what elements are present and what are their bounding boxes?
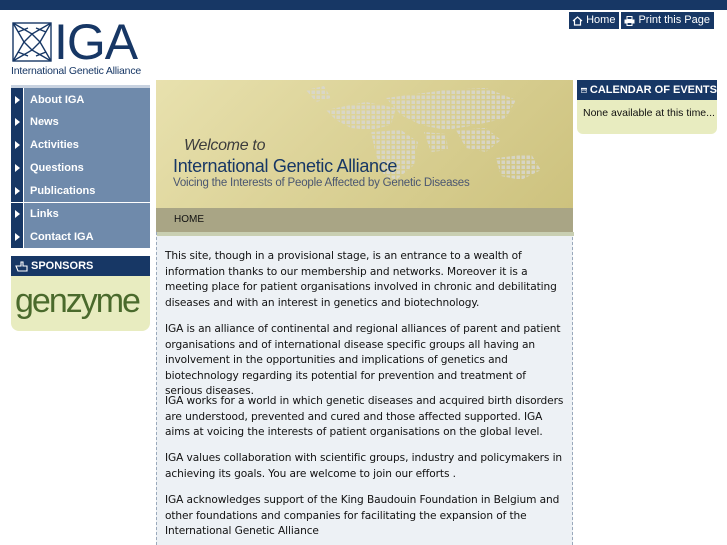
nav-item-about-iga[interactable] <box>11 88 150 111</box>
arrow-right-icon <box>11 203 23 226</box>
hand-pointer-icon <box>15 260 28 272</box>
banner-welcome: Welcome to <box>184 137 266 154</box>
house-icon <box>572 16 583 26</box>
content-paragraph: IGA is an alliance of continental and regional alliances of parent and patient organisations and of international disease specific groups all having an involvement in the opportunities and implications of genetics and biotechnology regarding its potential for prevention and treatment of serious diseases. <box>165 323 561 397</box>
dna-mesh-logo-icon <box>10 20 54 64</box>
welcome-banner <box>156 80 573 208</box>
main-content <box>156 232 573 545</box>
logo-subtitle: International Genetic Alliance <box>11 65 142 77</box>
nav-item-label: Links <box>23 203 150 226</box>
sidebar-nav <box>11 85 150 248</box>
nav-item-label: Questions <box>23 157 150 180</box>
content-paragraph: IGA values collaboration with scientific groups, industry and policymakers in achieving its goals. You are welcome to join our efforts . <box>165 452 563 480</box>
nav-item-label: Publications <box>23 180 150 203</box>
banner-subtitle: Voicing the Interests of People Affected by Genetic Diseases <box>173 177 470 189</box>
arrow-right-icon <box>11 134 23 157</box>
nav-item-label: About IGA <box>23 88 150 111</box>
iga-logo[interactable] <box>10 14 152 78</box>
print-link-label: Print this Page <box>638 14 710 26</box>
sponsors-heading-label: SPONSORS <box>31 260 94 272</box>
nav-item-questions[interactable] <box>11 157 150 180</box>
calendar-empty-text: None available at this time... <box>583 107 715 119</box>
sponsor-logo-box[interactable] <box>11 276 150 331</box>
nav-item-news[interactable] <box>11 111 150 134</box>
calendar-body <box>577 100 717 134</box>
breadcrumb <box>156 208 573 232</box>
calendar-heading-label: CALENDAR OF EVENTS <box>589 84 717 96</box>
arrow-right-icon <box>11 157 23 180</box>
nav-item-label: Contact IGA <box>23 225 150 248</box>
nav-item-label: News <box>23 111 150 134</box>
home-link-label: Home <box>586 14 616 26</box>
nav-item-links[interactable] <box>11 203 150 226</box>
arrow-right-icon <box>11 88 23 111</box>
nav-item-publications[interactable] <box>11 180 150 203</box>
arrow-right-icon <box>11 111 23 134</box>
logo-letters: IGA <box>54 14 138 70</box>
banner-title: International Genetic Alliance <box>173 156 398 176</box>
nav-item-activities[interactable] <box>11 134 150 157</box>
top-links <box>569 12 714 29</box>
arrow-right-icon <box>11 225 23 248</box>
content-top-strip <box>157 232 574 236</box>
top-bar <box>0 0 727 10</box>
printer-icon <box>624 16 635 26</box>
home-link[interactable] <box>569 12 619 29</box>
arrow-right-icon <box>11 180 23 203</box>
calendar-icon <box>581 85 587 95</box>
genzyme-logo: genzyme <box>15 282 139 320</box>
calendar-heading <box>577 80 717 100</box>
content-paragraph: IGA works for a world in which genetic diseases and acquired birth disorders are understood, prevented and cured and those affected supported. IGA aims at voicing the interests of patient organisations on the global level. <box>165 395 564 438</box>
breadcrumb-home[interactable]: HOME <box>174 214 204 225</box>
nav-item-contact-iga[interactable] <box>11 225 150 248</box>
nav-item-label: Activities <box>23 134 150 157</box>
sponsors-heading <box>11 256 150 276</box>
print-link[interactable] <box>621 12 714 29</box>
content-paragraph: IGA acknowledges support of the King Baudouin Foundation in Belgium and other foundations and companies for facilitating the expansion of the International Genetic Alliance <box>165 494 560 537</box>
content-paragraph: This site, though in a provisional stage, is an entrance to a wealth of information thanks to our membership and networks. Moreover it is a meeting place for patient organisations involved in chronic and debilitating diseases and with an interest in genetics and biotechnology. <box>165 250 557 309</box>
